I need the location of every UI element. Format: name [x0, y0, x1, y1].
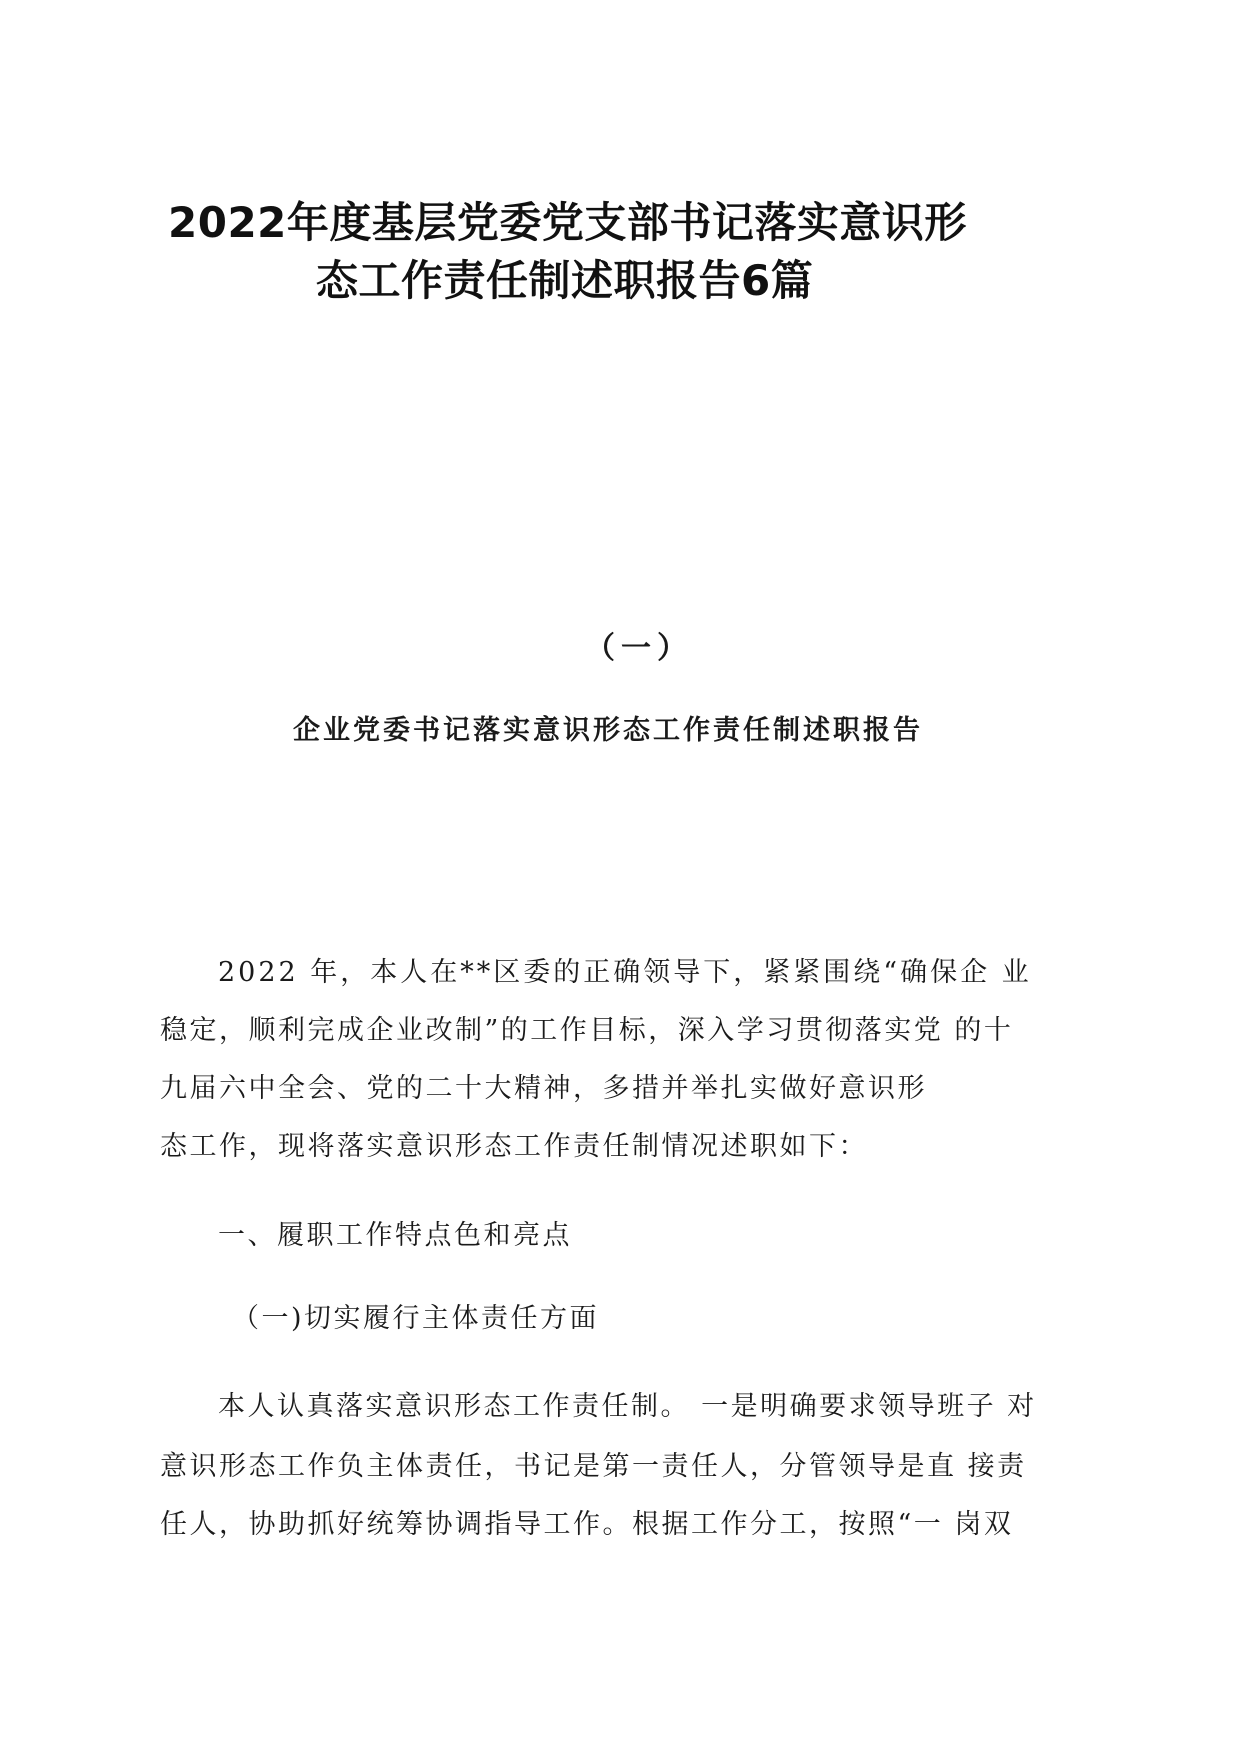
document-title-line-1: 2022年度基层党委党支部书记落实意识形 [168, 198, 967, 247]
body-line: 2022 年，本人在**区委的正确领导下，紧紧围绕“确保企 业 [218, 957, 1032, 988]
body-line: 本人认真落实意识形态工作责任制。 一是明确要求领导班子 对 [218, 1391, 1037, 1422]
section-heading: 一、履职工作特点色和亮点 [218, 1220, 572, 1251]
document-title-line-2: 态工作责任制述职报告6篇 [316, 256, 814, 305]
body-line: 态工作，现将落实意识形态工作责任制情况述职如下： [160, 1131, 868, 1162]
body-line: 任人，协助抓好统筹协调指导工作。根据工作分工，按照“一 岗双 [160, 1509, 1014, 1540]
body-line: 九届六中全会、党的二十大精神，多措并举扎实做好意识形 [160, 1073, 927, 1104]
body-line: 稳定，顺利完成企业改制”的工作目标，深入学习贯彻落实党 的十 [160, 1015, 1014, 1046]
body-line: 意识形态工作负主体责任，书记是第一责任人，分管领导是直 接责 [160, 1451, 1027, 1482]
report-subtitle: 企业党委书记落实意识形态工作责任制述职报告 [293, 715, 923, 746]
section-number: （一） [585, 631, 693, 666]
subsection-heading: （一)切实履行主体责任方面 [232, 1303, 600, 1334]
